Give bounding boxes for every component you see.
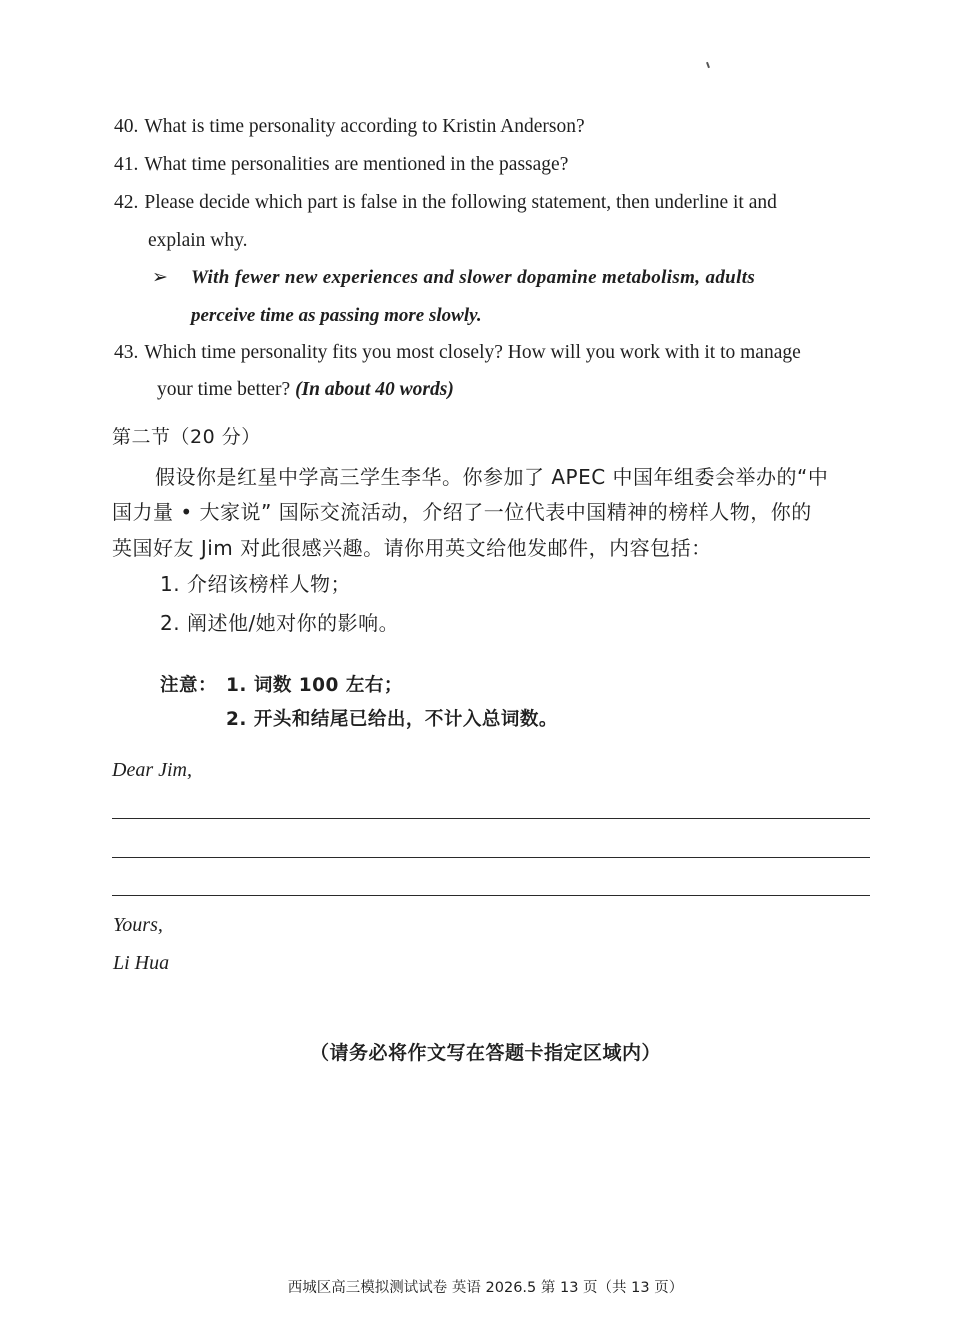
content-item-2: 2. 阐述他/她对你的影响。: [160, 611, 400, 635]
writing-line: [112, 857, 870, 858]
question-text: Please decide which part is false in the following statement, then underline it and: [144, 192, 777, 213]
question-43: [114, 341, 801, 365]
question-number: 41.: [114, 154, 139, 175]
question-text: What is time personality according to Kristin Anderson?: [144, 116, 585, 137]
question-number: 43.: [114, 342, 139, 363]
arrow-bullet-icon: ➢: [152, 267, 168, 288]
letter-closing: Yours,: [113, 914, 163, 936]
question-41: [114, 153, 568, 177]
answer-sheet-instruction: （请务必将作文写在答题卡指定区域内）: [309, 1042, 661, 1064]
question-42-continued: explain why.: [148, 230, 248, 251]
writing-line: [112, 895, 870, 896]
question-text: your time better?: [157, 379, 296, 400]
note-2: 2. 开头和结尾已给出，不计入总词数。: [226, 709, 558, 730]
question-number: 42.: [114, 192, 139, 213]
section-heading: 第二节（20 分）: [112, 426, 261, 448]
statement-line-1: With fewer new experiences and slower dopamine metabolism, adults: [191, 267, 756, 288]
letter-signature: Li Hua: [113, 952, 170, 974]
letter-greeting: Dear Jim,: [112, 759, 192, 781]
prompt-line-3: 英国好友 Jim 对此很感兴趣。请你用英文给他发邮件，内容包括：: [112, 536, 712, 560]
note-label: 注意：: [160, 675, 218, 696]
question-42: [114, 191, 777, 215]
writing-line: [112, 818, 870, 819]
prompt-line-1: 假设你是红星中学高三学生李华。你参加了 APEC 中国年组委会举办的“中: [155, 465, 829, 489]
statement-line-2: perceive time as passing more slowly.: [191, 305, 482, 326]
question-40: [114, 115, 585, 139]
note-1: 1. 词数 100 左右；: [226, 675, 403, 696]
scan-mark: [706, 62, 710, 68]
question-number: 40.: [114, 116, 139, 137]
question-text: Which time personality fits you most closely? How will you work with it to manage: [144, 342, 801, 363]
word-limit: (In about 40 words): [295, 379, 454, 400]
prompt-line-2: 国力量 • 大家说” 国际交流活动，介绍了一位代表中国精神的榜样人物，你的: [112, 500, 812, 524]
question-text: What time personalities are mentioned in the passage?: [144, 154, 569, 175]
content-item-1: 1. 介绍该榜样人物；: [160, 572, 351, 596]
question-43-continued: [157, 378, 454, 402]
page-footer: 西城区高三模拟测试试卷 英语 2026.5 第 13 页（共 13 页）: [287, 1280, 684, 1296]
